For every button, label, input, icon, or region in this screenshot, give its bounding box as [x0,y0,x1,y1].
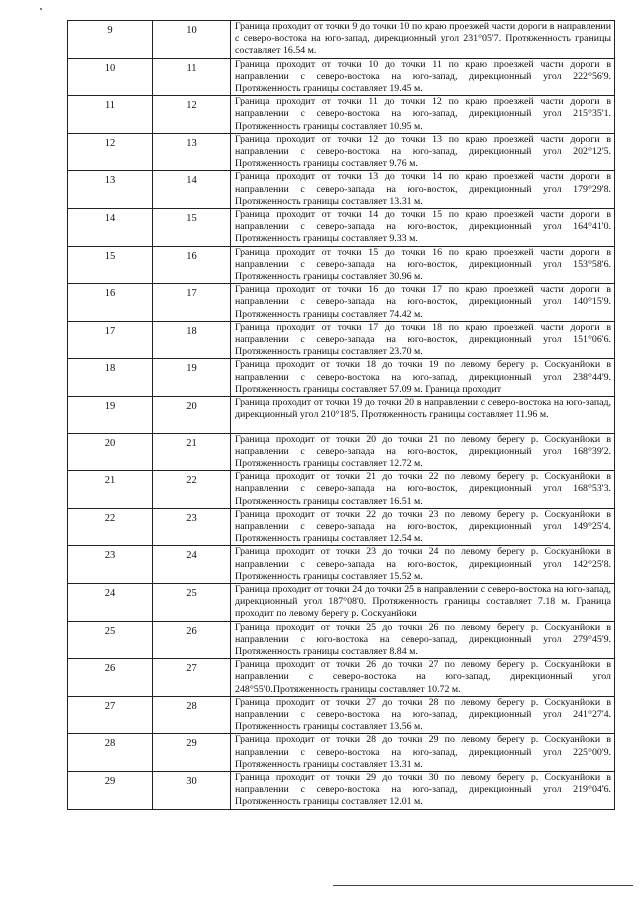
description-cell: Граница проходит от точки 28 до точки 29 по левому берегу р. Соскуанйоки в направлении с северо-востока на юго-запад, дирекционный угол 225°00'9. Протяженность границы составляет 13.31 м. [231,734,615,772]
table-row [68,96,615,134]
footer-rule [333,885,633,886]
table-row [68,133,615,171]
description-cell: Граница проходит от точки 11 до точки 12 по краю проезжей части дороги в направлении с северо-востока на юго-запад, дирекционный угол 215°35'1. Протяженность границы составляет 10.95 м. [231,96,615,134]
description-cell: Граница проходит от точки 22 до точки 23 по левому берегу р. Соскуанйоки в направлении с северо-запада на юго-восток, дирекционный угол 149°25'4. Протяженность границы составляет 12.54 м. [231,508,615,546]
point-from-cell: 16 [68,284,153,322]
table-row [68,246,615,284]
point-from-cell: 26 [68,659,153,697]
description-cell: Граница проходит от точки 27 до точки 28 по левому берегу р. Соскуанйоки в направлении с северо-востока на юго-запад, дирекционный угол 241°27'4. Протяженность границы составляет 13.56 м. [231,696,615,734]
point-from-cell: 9 [68,21,153,59]
description-cell: Граница проходит от точки 15 до точки 16 по краю проезжей части дороги в направлении с северо-запада на юго-восток, дирекционный угол 153°58'6. Протяженность границы составляет 30.96 м. [231,246,615,284]
point-to-cell: 11 [153,58,231,96]
point-to-cell: 27 [153,659,231,697]
point-to-cell: 23 [153,508,231,546]
table-row [68,21,615,59]
description-cell: Граница проходит от точки 20 до точки 21 по левому берегу р. Соскуанйоки в направлении с северо-запада на юго-восток, дирекционный угол 168°39'2. Протяженность границы составляет 12.72 м. [231,433,615,471]
point-to-cell: 30 [153,772,231,810]
point-from-cell: 28 [68,734,153,772]
table-row [68,546,615,584]
table-row [68,284,615,322]
point-from-cell: 24 [68,584,153,622]
description-cell: Граница проходит от точки 23 до точки 24 по левому берегу р. Соскуанйоки в направлении с северо-запада на юго-восток, дирекционный угол 142°25'8. Протяженность границы составляет 15.52 м. [231,546,615,584]
point-to-cell: 24 [153,546,231,584]
point-from-cell: 12 [68,133,153,171]
table-row [68,621,615,659]
point-to-cell: 21 [153,433,231,471]
description-cell: Граница проходит от точки 18 до точки 19 по левому берегу р. Соскуанйоки в направлении с северо-востока на юго-запад, дирекционный угол 238°44'9. Протяженность границы составляет 57.09 м. Граница проходит [231,359,615,397]
point-to-cell: 29 [153,734,231,772]
description-cell: Граница проходит от точки 14 до точки 15 по краю проезжей части дороги в направлении с северо-запада на юго-восток, дирекционный угол 164°41'0. Протяженность границы составляет 9.33 м. [231,209,615,247]
point-from-cell: 13 [68,171,153,209]
table-row [68,359,615,397]
point-to-cell: 25 [153,584,231,622]
point-from-cell: 29 [68,772,153,810]
point-from-cell: 23 [68,546,153,584]
boundary-table [67,20,615,810]
table-row [68,171,615,209]
point-from-cell: 11 [68,96,153,134]
table-row [68,433,615,471]
description-cell: Граница проходит от точки 21 до точки 22 по левому берегу р. Соскуанйоки в направлении с северо-запада на юго-восток, дирекционный угол 168°53'3. Протяженность границы составляет 16.51 м. [231,471,615,509]
point-from-cell: 27 [68,696,153,734]
point-from-cell: 20 [68,433,153,471]
point-to-cell: 12 [153,96,231,134]
description-cell: Граница проходит от точки 17 до точки 18 по краю проезжей части дороги в направлении с северо-запада на юго-восток, дирекционный угол 151°06'6. Протяженность границы составляет 23.70 м. [231,321,615,359]
table-row [68,471,615,509]
description-cell: Граница проходит от точки 13 до точки 14 по краю проезжей части дороги в направлении с северо-запада на юго-восток, дирекционный угол 179°29'8. Протяженность границы составляет 13.31 м. [231,171,615,209]
point-to-cell: 20 [153,397,231,434]
point-from-cell: 17 [68,321,153,359]
point-to-cell: 10 [153,21,231,59]
description-cell: Граница проходит от точки 24 до точки 25 в направлении с северо-востока на юго-запад, дирекционный угол 187°08'0. Протяженность границы составляет 7.18 м. Граница проходит по левому берегу р. Соскуанйоки [231,584,615,622]
description-cell: Граница проходит от точки 29 до точки 30 по левому берегу р. Соскуанйоки в направлении с северо-востока на юго-запад, дирекционный угол 219°04'6. Протяженность границы составляет 12.01 м. [231,772,615,810]
point-to-cell: 28 [153,696,231,734]
table-row [68,209,615,247]
point-to-cell: 17 [153,284,231,322]
description-cell: Граница проходит от точки 25 до точки 26 по левому берегу р. Соскуанйоки в направлении с юго-востока на северо-запад, дирекционный угол 279°45'9. Протяженность границы составляет 8.84 м. [231,621,615,659]
table-row [68,734,615,772]
boundary-table-body [68,21,615,810]
description-cell: Граница проходит от точки 26 до точки 27 по левому берегу р. Соскуанйоки в направлении с северо-востока на юго-запад, дирекционный угол 248°55'0.Протяженность границы составляет 10.72 м. [231,659,615,697]
table-row [68,321,615,359]
point-from-cell: 14 [68,209,153,247]
table-row [68,397,615,434]
point-from-cell: 25 [68,621,153,659]
point-to-cell: 15 [153,209,231,247]
point-from-cell: 19 [68,397,153,434]
table-row [68,58,615,96]
table-row [68,659,615,697]
point-from-cell: 18 [68,359,153,397]
point-to-cell: 26 [153,621,231,659]
table-row [68,584,615,622]
point-from-cell: 15 [68,246,153,284]
point-to-cell: 14 [153,171,231,209]
point-from-cell: 21 [68,471,153,509]
scan-speck [40,8,42,10]
description-cell: Граница проходит от точки 19 до точки 20 в направлении с северо-востока на юго-запад, дирекционный угол 210°18'5. Протяженность границы составляет 11.96 м. [231,397,615,434]
point-from-cell: 22 [68,508,153,546]
point-to-cell: 13 [153,133,231,171]
table-row [68,508,615,546]
point-to-cell: 19 [153,359,231,397]
point-to-cell: 22 [153,471,231,509]
description-cell: Граница проходит от точки 9 до точки 10 по краю проезжей части дороги в направлении с северо-востока на юго-запад, дирекционный угол 231°05'7. Протяженность границы составляет 16.54 м. [231,21,615,59]
description-cell: Граница проходит от точки 10 до точки 11 по краю проезжей части дороги в направлении с северо-востока на юго-запад, дирекционный угол 222°56'9. Протяженность границы составляет 19.45 м. [231,58,615,96]
table-row [68,696,615,734]
point-to-cell: 18 [153,321,231,359]
table-row [68,772,615,810]
point-to-cell: 16 [153,246,231,284]
description-cell: Граница проходит от точки 12 до точки 13 по краю проезжей части дороги в направлении с северо-востока на юго-запад, дирекционный угол 202°12'5. Протяженность границы составляет 9.76 м. [231,133,615,171]
point-from-cell: 10 [68,58,153,96]
description-cell: Граница проходит от точки 16 до точки 17 по краю проезжей части дороги в направлении с северо-запада на юго-восток, дирекционный угол 140°15'9. Протяженность границы составляет 74.42 м. [231,284,615,322]
